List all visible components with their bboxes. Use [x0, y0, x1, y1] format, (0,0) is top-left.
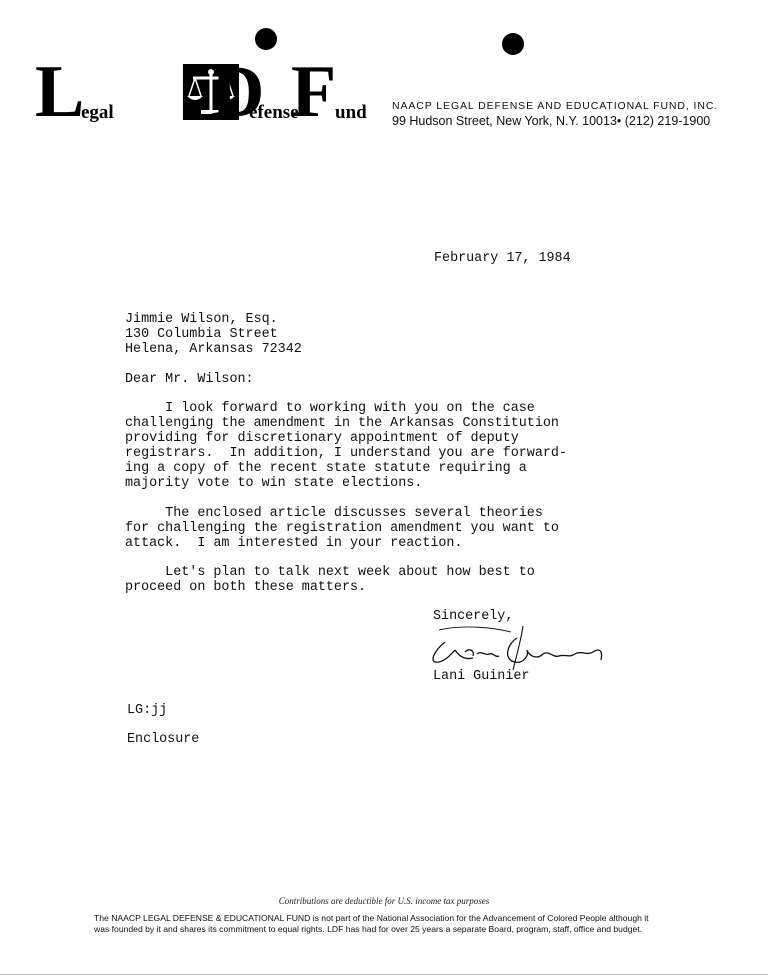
logo-letter-f: F [291, 51, 335, 133]
logo-word-legal: egal [81, 102, 114, 123]
footer-disclaimer [94, 913, 684, 935]
logo-word-defense: efense [249, 102, 299, 123]
paragraph-line: The enclosed article discusses several theories [125, 506, 543, 521]
recipient-line: Jimmie Wilson, Esq. [125, 312, 278, 327]
signer-name: Lani Guinier [433, 669, 530, 684]
punch-hole-left [255, 28, 277, 50]
punch-hole-right [502, 33, 524, 55]
logo-letter-l: L [35, 51, 83, 133]
recipient-line: 130 Columbia Street [125, 327, 278, 342]
body-paragraph-1 [125, 401, 645, 491]
disclaimer-line: The NAACP LEGAL DEFENSE & EDUCATIONAL FUND is not part of the National Association for the Advancement of Colored People although it [94, 913, 649, 923]
body-paragraph-2 [125, 506, 645, 551]
recipient-line: Helena, Arkansas 72342 [125, 342, 302, 357]
body-paragraph-3 [125, 565, 645, 595]
org-address: 99 Hudson Street, New York, N.Y. 10013• (212) 219-1900 [392, 114, 711, 128]
paragraph-line: for challenging the registration amendment you want to [125, 521, 559, 536]
page-edge-rule [0, 974, 768, 975]
logo-letter-d: D [211, 51, 263, 133]
ldf-logo [35, 51, 375, 133]
salutation: Dear Mr. Wilson: [125, 372, 254, 387]
paragraph-line: Let's plan to talk next week about how best to [125, 565, 535, 580]
paragraph-line: providing for discretionary appointment of deputy [125, 431, 519, 446]
paragraph-line: proceed on both these matters. [125, 580, 367, 595]
paragraph-line: registrars. In addition, I understand you are forward- [125, 446, 567, 461]
paragraph-line: challenging the amendment in the Arkansas Constitution [125, 416, 559, 431]
paragraph-line: attack. I am interested in your reaction. [125, 536, 463, 551]
typist-initials: LG:jj [127, 703, 168, 718]
letter-date: February 17, 1984 [434, 251, 571, 266]
paragraph-line: I look forward to working with you on the case [125, 401, 535, 416]
enclosure-note: Enclosure [127, 732, 200, 747]
disclaimer-line: was founded by it and shares its commitment to equal rights. LDF has had for over 25 years a separate Board, program, staff, office and budget. [94, 924, 643, 934]
closing: Sincerely, [433, 609, 514, 624]
footer-tax-note: Contributions are deductible for U.S. income tax purposes [278, 896, 490, 906]
logo-word-fund: und [335, 102, 367, 123]
paragraph-line: ing a copy of the recent state statute requiring a [125, 461, 527, 476]
recipient-address [125, 312, 302, 357]
paragraph-line: majority vote to win state elections. [125, 476, 423, 491]
org-name: NAACP LEGAL DEFENSE AND EDUCATIONAL FUND, INC. [392, 100, 719, 112]
